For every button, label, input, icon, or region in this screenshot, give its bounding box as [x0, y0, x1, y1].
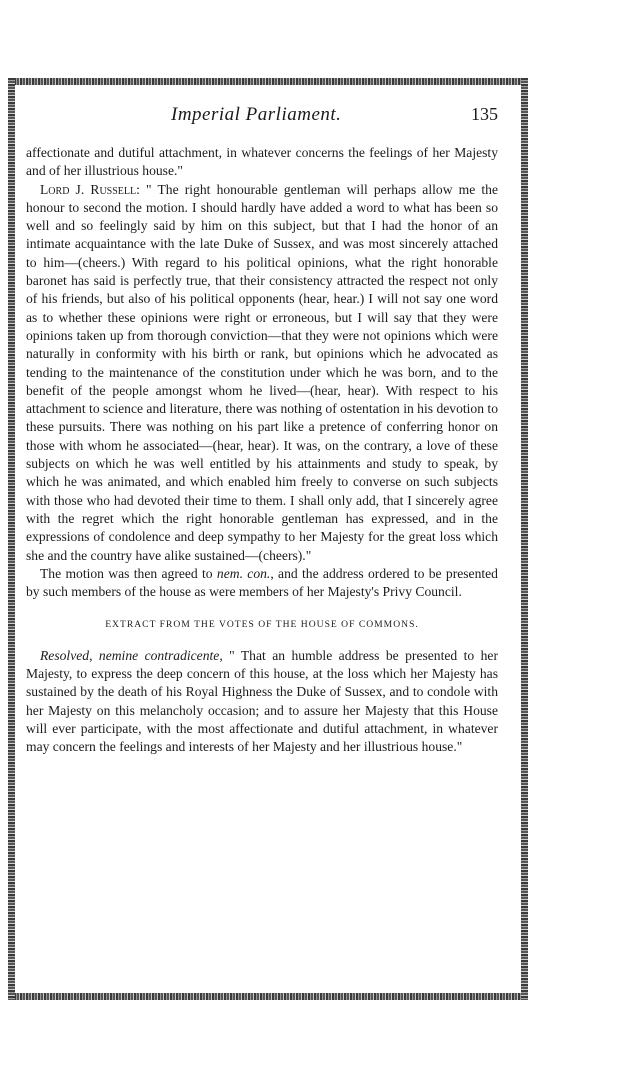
speaker-name: Lord J. Russell: [40, 181, 137, 197]
resolved-word: Resolved: [40, 647, 90, 663]
paragraph-resolution: [26, 647, 498, 757]
border-bottom: [8, 993, 528, 1000]
page-body: [26, 144, 498, 757]
border-left: [8, 78, 15, 1000]
motion-text-start: The motion was then agreed to: [40, 565, 217, 581]
border-top: [8, 78, 528, 85]
border-right: [521, 78, 528, 1000]
motion-text-end: , and the address ordered to be presented by such members of the house as were members of her Majesty's Privy Council.: [26, 565, 498, 600]
paragraph-motion-agreed: [26, 565, 498, 602]
speech-text: " The right honourable gentleman will perhaps allow me the honour to second the motion. I should hardly have added a word to what has been so well and so feelingly said by him on this subject, but that I had the honor of an intimate acquaintance with the late Duke of Sussex, and was most sincerely attached to him—(cheers.) With regard to his political opinions, what the right honorable baronet has said is perfectly true, that their consistency attracted the respect not only of his friends, but also of his political opponents (hear, hear.) I will not say one word as to whether these opinions were right or erroneous, but I will say that they were opinions taken up from thorough conviction—that they were not opinions which were naturally in conformity with his birth or rank, but opinions which he advocated as tending to the maintenance of the constitution under which he was born, and to the benefit of the people amongst whom he lived—(hear, hear). With respect to his attachment to science and literature, there was nothing of ostentation in his devotion to these pursuits. There was nothing on his part like a pretence of conferring honor on those with whom he associated—(hear, hear). It was, on the contrary, a love of these subjects on which he was well entitled by his attainments and study to speak, by which he was animated, and which enabled him freely to converse on such subjects with those who had devoted their time to them. I shall only add, that I sincerely agree with the regret which the right honorable gentleman has expressed, and in the expressions of condolence and deep sympathy to her Majesty for the great loss which she and the country have alike sustained—(cheers).": [26, 181, 498, 563]
resolved-comma: ,: [89, 647, 99, 663]
nem-con: nem. con.: [216, 565, 271, 581]
section-heading: EXTRACT FROM THE VOTES OF THE HOUSE OF COMMONS.: [105, 619, 419, 631]
page-number: 135: [471, 104, 498, 124]
paragraph-continuation: affectionate and dutiful attachment, in whatever concerns the feelings of her Majesty and of her illustrious house.": [26, 145, 498, 179]
running-title: Imperial Parliament.: [171, 104, 342, 125]
resolution-text: , " That an humble address be presented to her Majesty, to express the deep concern of this house, at the loss which her Majesty has sustained by the death of his Royal Highness the Duke of Sussex, and to condole with her Majesty on this melancholy occasion; and to assure her Majesty that this House will ever participate, with the most affectionate and dutiful attachment, in whatever may concern the feelings and interests of her Majesty and her illustrious house.": [26, 647, 498, 755]
page-header: [26, 104, 498, 130]
paragraph-russell-speech: [26, 181, 498, 565]
nemine-contradicente: nemine contradicente: [98, 647, 220, 663]
speaker-colon: :: [136, 181, 147, 197]
